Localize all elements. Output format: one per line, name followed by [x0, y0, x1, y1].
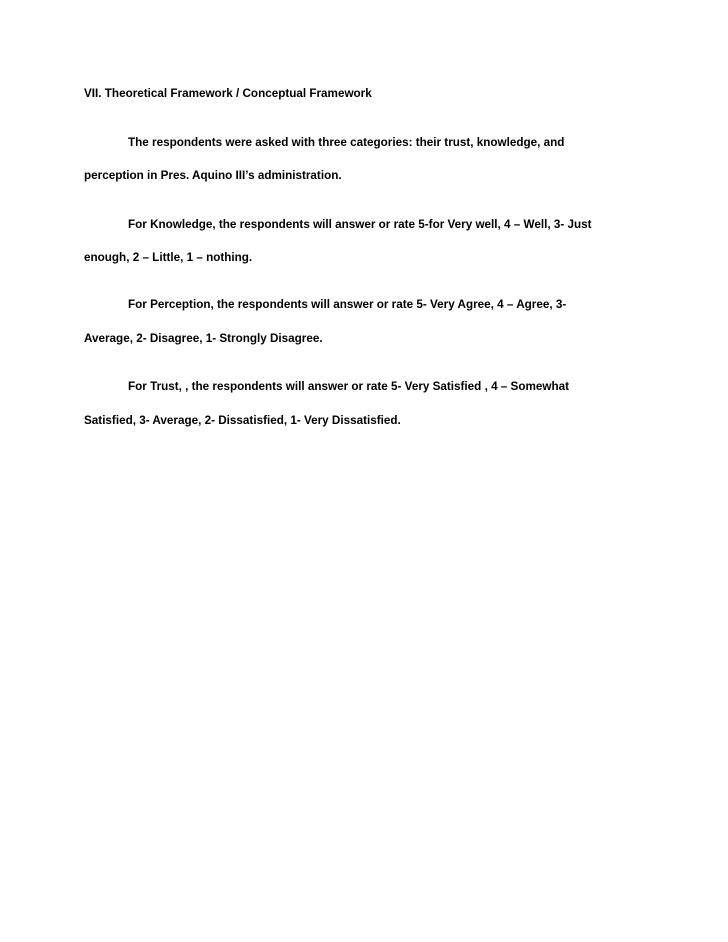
paragraph-3-line-2: Average, 2- Disagree, 1- Strongly Disagree.	[84, 332, 323, 345]
paragraph-4-line-2: Satisfied, 3- Average, 2- Dissatisfied, 1- Very Dissatisfied.	[84, 414, 401, 427]
paragraph-2-line-2: enough, 2 – Little, 1 – nothing.	[84, 251, 253, 264]
paragraph-4-line-1: For Trust, , the respondents will answer or rate 5- Very Satisfied , 4 – Somewhat	[128, 380, 570, 393]
paragraph-2-line-1: For Knowledge, the respondents will answer or rate 5-for Very well, 4 – Well, 3- Just	[128, 218, 592, 231]
paragraph-3-line-1: For Perception, the respondents will answer or rate 5- Very Agree, 4 – Agree, 3-	[128, 298, 567, 311]
paragraph-1-line-2: perception in Pres. Aquino III’s administration.	[84, 169, 342, 182]
paragraph-1-line-1: The respondents were asked with three categories: their trust, knowledge, and	[128, 136, 565, 149]
section-heading: VII. Theoretical Framework / Conceptual Framework	[84, 87, 372, 100]
